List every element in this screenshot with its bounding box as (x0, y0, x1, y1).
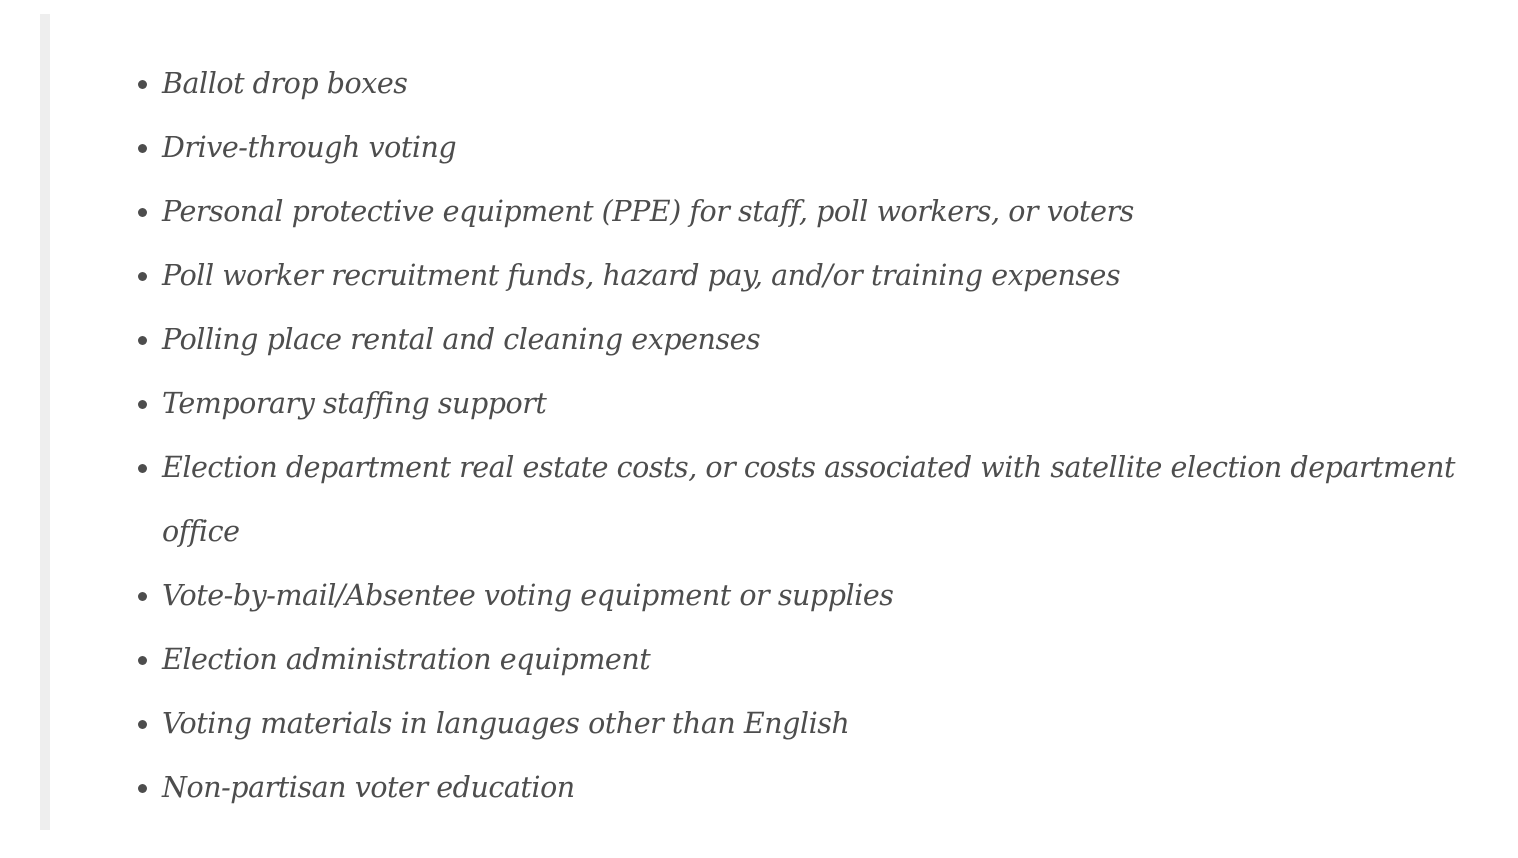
list-item (133, 308, 1473, 372)
bullet-dot-icon (138, 720, 147, 729)
bullet-dot-icon (138, 272, 147, 281)
list-item-text: Polling place rental and cleaning expenses (162, 323, 761, 356)
bullet-dot-icon (138, 144, 147, 153)
bullet-dot-icon (138, 208, 147, 217)
bullet-dot-icon (138, 464, 147, 473)
list-item (133, 180, 1473, 244)
list-item-text: Drive-through voting (162, 131, 457, 164)
list-item-text: Non-partisan voter education (162, 771, 575, 804)
list-item (133, 52, 1473, 116)
bullet-dot-icon (138, 400, 147, 409)
bullet-dot-icon (138, 784, 147, 793)
list-item-text: Voting materials in languages other than English (162, 707, 850, 740)
blockquote (40, 14, 1480, 830)
list-item (133, 692, 1473, 756)
list-item-text: Personal protective equipment (PPE) for staff, poll workers, or voters (162, 195, 1134, 228)
list-item-text: Ballot drop boxes (162, 67, 408, 100)
list-item-text: Election department real estate costs, or costs associated with satellite election department office (162, 451, 1456, 548)
list-item (133, 564, 1473, 628)
list-item (133, 244, 1473, 308)
list-item (133, 116, 1473, 180)
bullet-dot-icon (138, 336, 147, 345)
bullet-list (133, 52, 1473, 820)
list-item-text: Poll worker recruitment funds, hazard pay, and/or training expenses (162, 259, 1121, 292)
list-item-text: Temporary staffing support (162, 387, 547, 420)
list-item-text: Election administration equipment (162, 643, 651, 676)
bullet-dot-icon (138, 80, 147, 89)
list-item (133, 372, 1473, 436)
bullet-dot-icon (138, 592, 147, 601)
list-item (133, 436, 1473, 564)
list-item (133, 756, 1473, 820)
list-item (133, 628, 1473, 692)
bullet-dot-icon (138, 656, 147, 665)
list-item-text: Vote-by-mail/Absentee voting equipment or supplies (162, 579, 894, 612)
